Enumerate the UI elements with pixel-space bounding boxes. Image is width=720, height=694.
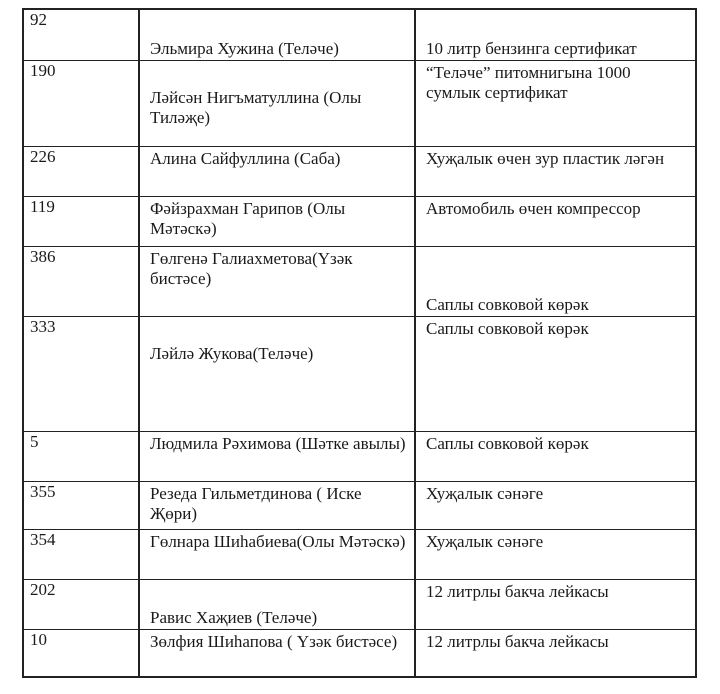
prize: Хуҗалык сәнәге [426,484,544,503]
table-row [24,431,695,481]
ticket-number: 226 [24,147,140,196]
prize: Саплы совковой көрәк [426,434,589,453]
prize: Саплы совковой көрәк [426,295,589,314]
winner-name: Гөлнара Шиһабиева(Олы Мәтәскә) [140,530,416,579]
ticket-number: 92 [24,10,140,60]
winner-name: Алина Сайфуллина (Саба) [140,147,416,196]
table-row [24,316,695,431]
winner-name: Равис Хаҗиев (Теләче) [140,580,416,629]
winner-name: Гөлгенә Галиахметова(Үзәк бистәсе) [140,247,416,316]
winner-name: Людмила Рәхимова (Шәтке авылы) [140,432,416,481]
table-row [24,246,695,316]
winner-name: Эльмира Хужина (Теләче) [140,10,416,60]
table-row [24,579,695,629]
table-row [24,629,695,676]
winner-name: Ләйлә Жукова(Теләче) [140,317,416,431]
table-row [24,529,695,579]
prize: 12 литрлы бакча лейкасы [426,632,609,651]
prize: Хуҗалык сәнәге [426,532,544,551]
table-row [24,10,695,60]
winner-name: Фәйзрахман Гарипов (Олы Мәтәскә) [140,197,416,246]
ticket-number: 202 [24,580,140,629]
ticket-number: 333 [24,317,140,431]
winner-name: Резеда Гильметдинова ( Иске Җөри) [140,482,416,529]
prize: “Теләче” питомнигына 1000 сумлык сертификат [426,63,631,102]
winners-table [22,8,697,678]
ticket-number: 10 [24,630,140,676]
table-row [24,481,695,529]
ticket-number: 190 [24,61,140,146]
table-row [24,146,695,196]
prize: Автомобиль өчен компрессор [426,199,641,218]
ticket-number: 355 [24,482,140,529]
ticket-number: 5 [24,432,140,481]
table-row [24,60,695,146]
ticket-number: 354 [24,530,140,579]
table-row [24,196,695,246]
prize: 12 литрлы бакча лейкасы [426,582,609,601]
prize: Хуҗалык өчен зур пластик ләгән [426,149,665,168]
prize: 10 литр бензинга сертификат [426,39,637,58]
winner-name: Ләйсән Нигъматуллина (Олы Тиләҗе) [140,61,416,146]
winner-name: Зөлфия Шиһапова ( Үзәк бистәсе) [140,630,416,676]
ticket-number: 119 [24,197,140,246]
ticket-number: 386 [24,247,140,316]
prize: Саплы совковой көрәк [426,319,589,338]
